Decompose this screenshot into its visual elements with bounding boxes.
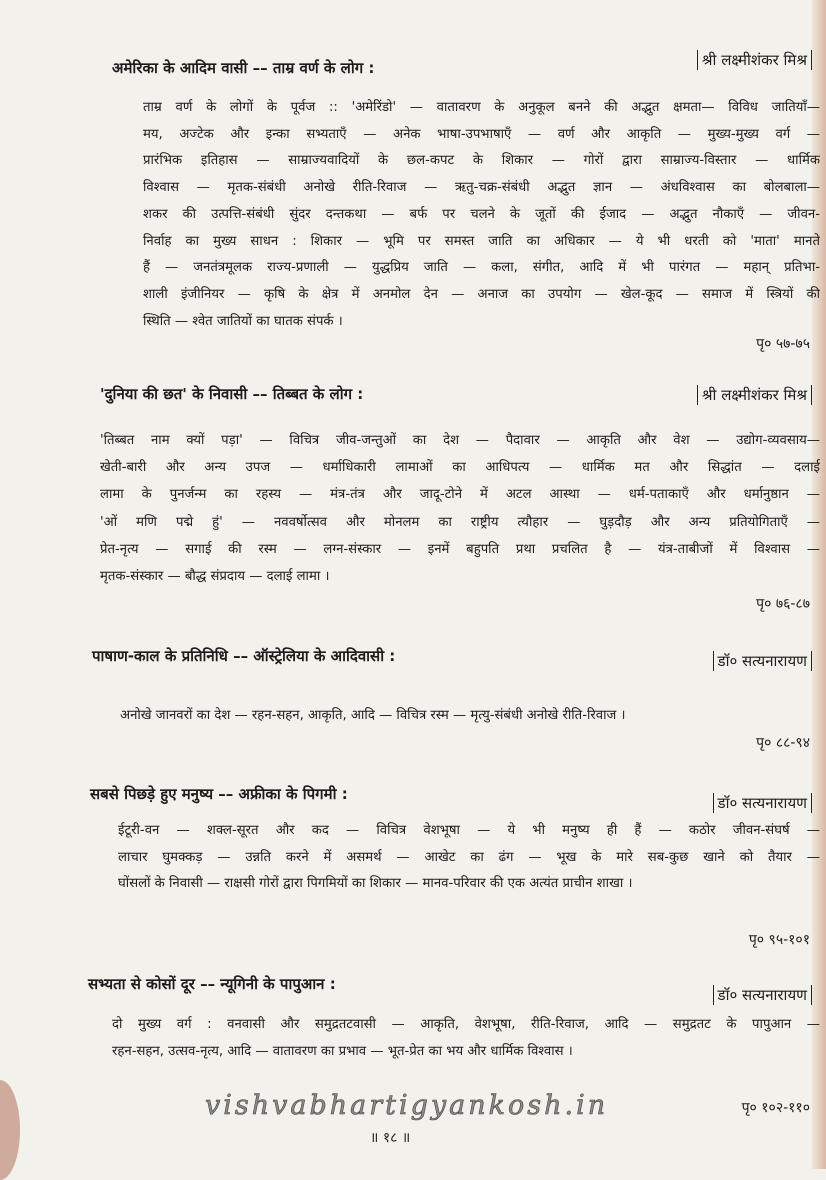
summary-line: मय, अज्टेक और इन्का सभ्यताएँ — अनेक भाषा-उपभाषाएँ — वर्ण और आकृति — मुख्य-मुख्य वर्ग —: [143, 126, 820, 142]
section-heading: सबसे पिछड़े हुए मनुष्य –– अफ्रीका के पिगमी :: [90, 785, 348, 803]
summary-line: शाली इंजीनियर — कृषि के क्षेत्र में अनमोल देन — अनाज का उपयोग — खेल-कूद — समाज में स्त्रियों की: [143, 286, 820, 302]
section-heading: पाषाण-काल के प्रतिनिधि –– ऑस्ट्रेलिया के आदिवासी :: [92, 647, 396, 665]
thumb-shadow: [0, 1080, 20, 1180]
page-edge: [812, 0, 826, 1169]
page-reference: पृ० १०२-११०: [741, 1100, 810, 1116]
summary-line: अनोखे जानवरों का देश — रहन-सहन, आकृति, आदि — विचित्र रस्म — मृत्यु-संबंधी अनोखे रीति-रिवाज ।: [120, 708, 626, 723]
page-reference: पृ० ७६-८७: [756, 596, 810, 612]
section-author: डॉ० सत्यनारायण: [713, 651, 812, 671]
page-reference: पृ० ५७-७५: [756, 336, 810, 352]
summary-line: लामा के पुनर्जन्म का रहस्य — मंत्र-तंत्र और जादू-टोने में अटल आस्था — धर्म-पताकाएँ और धर्मानुष्ठान —: [100, 487, 820, 503]
page-reference: पृ० ९५-१०१: [748, 932, 810, 948]
section-author: श्री लक्ष्मीशंकर मिश्र: [697, 385, 812, 405]
section-author: श्री लक्ष्मीशंकर मिश्र: [697, 50, 812, 70]
summary-line: निर्वाह का मुख्य साधन : शिकार — भूमि पर समस्त जाति का अधिकार — ये भी धरती को 'माता' मानते: [143, 233, 820, 249]
summary-line: हैं — जनतंत्रमूलक राज्य-प्रणाली — युद्धप्रिय जाति — कला, संगीत, आदि में भी पारंगत — महान् प्रतिभा-: [143, 260, 820, 276]
page-number: ॥ १८ ॥: [370, 1130, 411, 1146]
section-author: डॉ० सत्यनारायण: [713, 985, 812, 1005]
section-heading: 'दुनिया की छत' के निवासी –– तिब्बत के लोग :: [100, 385, 364, 403]
page-reference: पृ० ८८-९४: [756, 735, 810, 751]
summary-line: प्रेत-नृत्य — सगाई की रस्म — लग्न-संस्कार — इनमें बहुपति प्रथा प्रचलित है — यंत्र-ताबीजों में विश्वास —: [100, 541, 820, 557]
summary-line: लाचार घुमक्कड़ — उन्नति करने में असमर्थ — आखेट का ढंग — भूख के मारे सब-कुछ खाने को तैयार —: [118, 849, 820, 865]
summary-line: रहन-सहन, उत्सव-नृत्य, आदि — वातावरण का प्रभाव — भूत-प्रेत का भय और धार्मिक विश्वास ।: [112, 1043, 573, 1059]
section-heading: अमेरिका के आदिम वासी –– ताम्र वर्ण के लोग :: [112, 59, 375, 77]
section-heading: सभ्यता से कोसों दूर –– न्यूगिनी के पापुआन :: [88, 975, 336, 993]
summary-line: प्रारंभिक इतिहास — साम्राज्यवादियों के छल-कपट के शिकार — गोरों द्वारा साम्राज्य-विस्तार — धार्मिक: [143, 153, 820, 169]
summary-line: ईटूरी-वन — शक्ल-सूरत और कद — विचित्र वेशभूषा — ये भी मनुष्य ही हैं — कठोर जीवन-संघर्ष —: [118, 823, 820, 838]
summary-line: स्थिति — श्वेत जातियों का घातक संपर्क ।: [143, 313, 343, 329]
summary-line: शकर की उत्पत्ति-संबंधी सुंदर दन्तकथा — बर्फ पर चलने के जूतों की ईजाद — अद्भुत नौकाएँ — जीवन-: [143, 206, 820, 222]
summary-line: विश्वास — मृतक-संबंधी अनोखे रीति-रिवाज — ऋतु-चक्र-संबंधी अद्भुत ज्ञान — अंधविश्वास का बोलबाला—: [143, 180, 820, 196]
summary-line: मृतक-संस्कार — बौद्ध संप्रदाय — दलाई लामा ।: [100, 569, 330, 584]
summary-line: 'तिब्बत नाम क्यों पड़ा' — विचित्र जीव-जन्तुओं का देश — पैदावार — आकृति और वेश — उद्योग-व्यवसाय—: [100, 433, 820, 448]
summary-line: 'ओं मणि पद्मे हुं' — नववर्षोत्सव और मोनलम का राष्ट्रीय त्यौहार — घुड़दौड़ और अन्य प्रतियोगिताएँ —: [100, 514, 820, 530]
section-author: डॉ० सत्यनारायण: [713, 793, 812, 813]
watermark: vishvabhartigyankosh.in: [205, 1090, 609, 1121]
summary-line: दो मुख्य वर्ग : वनवासी और समुद्रतटवासी — आकृति, वेशभूषा, रीति-रिवाज, आदि — समुद्रतट के पापुआन —: [112, 1017, 820, 1032]
summary-line: ताम्र वर्ण के लोगों के पूर्वज :: 'अमेरिंडो' — वातावरण के अनुकूल बनने की अद्भुत क्षमता— विविध जातियाँ—: [143, 100, 820, 115]
summary-line: खेती-बारी और अन्य उपज — धर्माधिकारी लामाओं का आधिपत्य — धार्मिक मत और सिद्धांत — दलाई: [100, 460, 820, 476]
summary-line: घोंसलों के निवासी — राक्षसी गोरों द्वारा पिगमियों का शिकार — मानव-परिवार की एक अत्यंत प्राचीन शाखा ।: [118, 876, 633, 892]
